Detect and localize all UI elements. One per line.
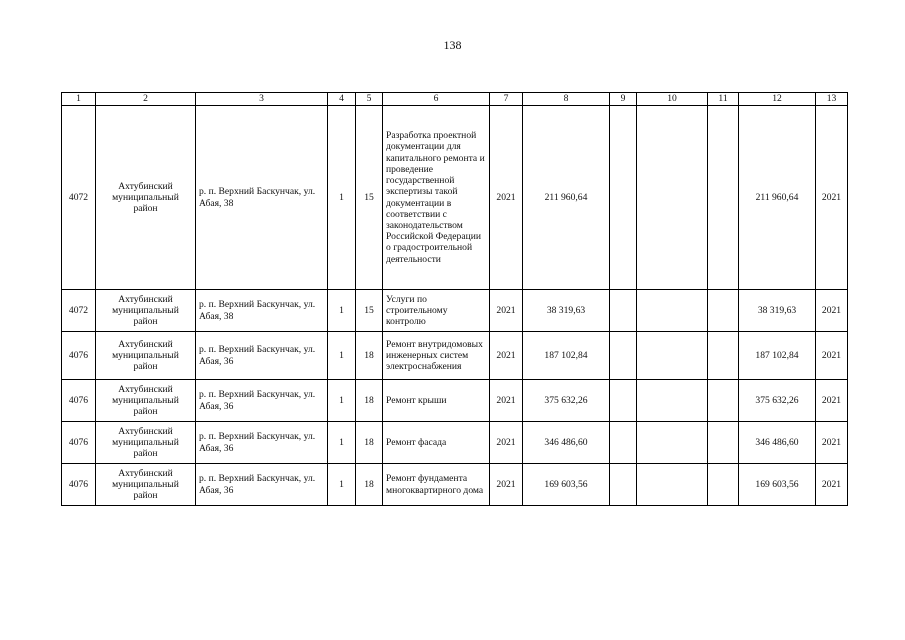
page-number: 138: [443, 38, 462, 52]
year: 2021: [490, 422, 523, 464]
empty-cell: [637, 422, 708, 464]
empty-cell: [708, 332, 739, 380]
amount-total: 187 102,84: [739, 332, 816, 380]
work-type: Ремонт фундамента многоквартирного дома: [383, 464, 490, 506]
empty-cell: [637, 464, 708, 506]
year: 2021: [490, 332, 523, 380]
amount: 211 960,64: [523, 106, 610, 290]
table-row: [62, 332, 848, 380]
work-type: Ремонт крыши: [383, 380, 490, 422]
year: 2021: [490, 380, 523, 422]
address: р. п. Верхний Баскунчак, ул. Абая, 38: [196, 106, 328, 290]
empty-cell: [708, 464, 739, 506]
house-id: 4072: [62, 106, 96, 290]
district: Ахтубинский муниципальный район: [96, 380, 196, 422]
district: Ахтубинский муниципальный район: [96, 464, 196, 506]
table-row: [62, 380, 848, 422]
column-header: 9: [610, 93, 637, 106]
amount-total: 375 632,26: [739, 380, 816, 422]
year-end: 2021: [816, 464, 848, 506]
column-header: 7: [490, 93, 523, 106]
work-type: Ремонт фасада: [383, 422, 490, 464]
empty-cell: [708, 380, 739, 422]
amount: 169 603,56: [523, 464, 610, 506]
year-end: 2021: [816, 106, 848, 290]
address: р. п. Верхний Баскунчак, ул. Абая, 36: [196, 464, 328, 506]
empty-cell: [610, 422, 637, 464]
table-row: [62, 422, 848, 464]
house-id: 4072: [62, 290, 96, 332]
col-4-value: 1: [328, 332, 356, 380]
year-end: 2021: [816, 290, 848, 332]
col-5-value: 18: [356, 422, 383, 464]
table-row: [62, 106, 848, 290]
col-5-value: 18: [356, 380, 383, 422]
empty-cell: [708, 422, 739, 464]
district: Ахтубинский муниципальный район: [96, 332, 196, 380]
district: Ахтубинский муниципальный район: [96, 422, 196, 464]
work-type: Услуги по строительному контролю: [383, 290, 490, 332]
work-type: Ремонт внутридомовых инженерных систем электроснабжения: [383, 332, 490, 380]
house-id: 4076: [62, 332, 96, 380]
col-5-value: 18: [356, 332, 383, 380]
col-4-value: 1: [328, 380, 356, 422]
column-header: 4: [328, 93, 356, 106]
column-number-row: [62, 93, 848, 106]
column-header: 11: [708, 93, 739, 106]
empty-cell: [610, 106, 637, 290]
year: 2021: [490, 290, 523, 332]
year-end: 2021: [816, 332, 848, 380]
empty-cell: [610, 290, 637, 332]
house-id: 4076: [62, 422, 96, 464]
amount: 38 319,63: [523, 290, 610, 332]
amount: 187 102,84: [523, 332, 610, 380]
year-end: 2021: [816, 422, 848, 464]
amount: 346 486,60: [523, 422, 610, 464]
address: р. п. Верхний Баскунчак, ул. Абая, 36: [196, 380, 328, 422]
year: 2021: [490, 106, 523, 290]
column-header: 1: [62, 93, 96, 106]
col-4-value: 1: [328, 106, 356, 290]
empty-cell: [708, 106, 739, 290]
column-header: 13: [816, 93, 848, 106]
empty-cell: [610, 380, 637, 422]
work-type: Разработка проектной документации для капитального ремонта и проведение государственной экспертизы такой документации в соответствии с законодательством Российской Федерации о градостроительной деятельности: [383, 106, 490, 290]
year-end: 2021: [816, 380, 848, 422]
col-5-value: 15: [356, 106, 383, 290]
col-4-value: 1: [328, 422, 356, 464]
column-header: 5: [356, 93, 383, 106]
repair-program-table: [61, 92, 848, 506]
district: Ахтубинский муниципальный район: [96, 106, 196, 290]
amount-total: 169 603,56: [739, 464, 816, 506]
column-header: 8: [523, 93, 610, 106]
amount-total: 211 960,64: [739, 106, 816, 290]
address: р. п. Верхний Баскунчак, ул. Абая, 38: [196, 290, 328, 332]
address: р. п. Верхний Баскунчак, ул. Абая, 36: [196, 422, 328, 464]
empty-cell: [610, 332, 637, 380]
empty-cell: [637, 332, 708, 380]
year: 2021: [490, 464, 523, 506]
column-header: 12: [739, 93, 816, 106]
amount: 375 632,26: [523, 380, 610, 422]
column-header: 2: [96, 93, 196, 106]
amount-total: 346 486,60: [739, 422, 816, 464]
district: Ахтубинский муниципальный район: [96, 290, 196, 332]
col-5-value: 15: [356, 290, 383, 332]
address: р. п. Верхний Баскунчак, ул. Абая, 36: [196, 332, 328, 380]
col-4-value: 1: [328, 464, 356, 506]
col-5-value: 18: [356, 464, 383, 506]
house-id: 4076: [62, 380, 96, 422]
empty-cell: [637, 380, 708, 422]
empty-cell: [637, 290, 708, 332]
empty-cell: [637, 106, 708, 290]
empty-cell: [708, 290, 739, 332]
empty-cell: [610, 464, 637, 506]
column-header: 6: [383, 93, 490, 106]
column-header: 10: [637, 93, 708, 106]
amount-total: 38 319,63: [739, 290, 816, 332]
table-row: [62, 464, 848, 506]
column-header: 3: [196, 93, 328, 106]
house-id: 4076: [62, 464, 96, 506]
table-row: [62, 290, 848, 332]
col-4-value: 1: [328, 290, 356, 332]
